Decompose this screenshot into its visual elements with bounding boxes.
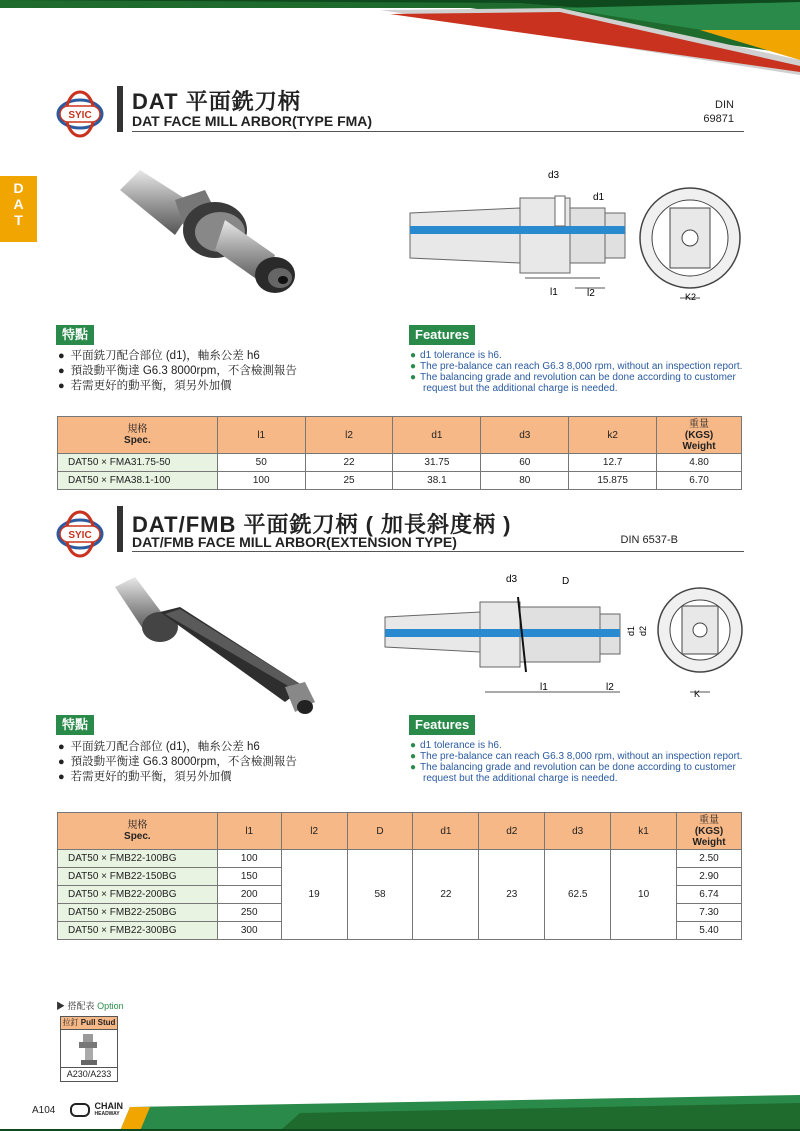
option-box-title: 拉釘 Pull Stud [61, 1017, 117, 1030]
table-row: DAT50 × FMB22-250BG 250 7.30 [58, 904, 742, 922]
din-number: 69871 [703, 113, 734, 125]
logo-text: SYIC [68, 110, 92, 121]
footer-brand [70, 1102, 123, 1118]
th-l2: l2 [305, 417, 393, 454]
side-tab-letter: T [14, 212, 23, 228]
feature-item: ● The balancing grade and revolution can be done according to customer request but the additional charge is needed. [410, 372, 750, 394]
section2-spec-table [57, 812, 742, 940]
feature-item: ● 平面銑刀配合部位 (d1)，軸糸公差 h6 [58, 349, 297, 364]
title-accent-bar [117, 506, 123, 552]
section2-features-cn [58, 740, 297, 785]
th-k2: k2 [569, 417, 657, 454]
section2-rule [132, 551, 744, 552]
option-arrow-icon: ▶ [56, 1001, 66, 1011]
title-accent-bar [117, 86, 123, 132]
dim-k: K [694, 689, 701, 699]
dim-l1: l1 [550, 287, 558, 298]
th-l1: l1 [217, 813, 281, 850]
option-box-caption: A230/A233 [61, 1067, 117, 1081]
feature-item: ● 若需更好的動平衡，須另外加價 [58, 379, 297, 394]
table-row: DAT50 × FMB22-150BG 150 2.90 [58, 868, 742, 886]
feature-item: ● 若需更好的動平衡，須另外加價 [58, 770, 297, 785]
product-photo-fma [105, 160, 315, 310]
syic-logo [54, 508, 106, 560]
dim-l2: l2 [606, 682, 614, 693]
option-label: ▶ 搭配表 Option [56, 1001, 124, 1011]
drawing-fmb [380, 572, 750, 702]
feature-item: ● The balancing grade and revolution can be done according to customer request but the additional charge is needed. [410, 762, 750, 784]
syic-logo [54, 88, 106, 140]
section1-features-en [410, 350, 750, 394]
th-d2: d2 [479, 813, 545, 850]
section1-features-cn-title: 特點 [56, 325, 94, 345]
section1-features-en-title: Features [409, 325, 475, 345]
feature-item: ● 預設動平衡達 G6.3 8000rpm，不含檢測報告 [58, 755, 297, 770]
section2-features-cn-title: 特點 [56, 715, 94, 735]
table-row: DAT50 × FMB22-200BG 200 6.74 [58, 886, 742, 904]
th-D: D [347, 813, 413, 850]
dim-d3: d3 [506, 574, 518, 585]
dim-d3: d3 [548, 170, 560, 181]
section2-title-cn: DAT/FMB 平面銑刀柄 ( 加長斜度柄 ) [132, 512, 512, 537]
section1-title-cn: DAT 平面銑刀柄 [132, 89, 301, 114]
dim-d1: d1 [593, 192, 605, 203]
brand-logo-icon [70, 1103, 90, 1117]
section2-din: DIN 6537-B [620, 534, 678, 546]
dim-k2: K2 [685, 292, 697, 302]
th-d1: d1 [393, 417, 481, 454]
section1-spec-table [57, 416, 742, 490]
section2-features-en-title: Features [409, 715, 475, 735]
side-tab-letter: D [13, 180, 24, 196]
feature-item: ● 平面銑刀配合部位 (d1)，軸糸公差 h6 [58, 740, 297, 755]
th-weight: 重量 (KGS) Weight [677, 813, 742, 850]
th-k1: k1 [611, 813, 677, 850]
table-row: DAT50 × FMB22-300BG 300 5.40 [58, 922, 742, 940]
feature-item: ● d1 tolerance is h6. [410, 740, 750, 751]
option-pull-stud[interactable] [60, 1016, 118, 1082]
table-row: DAT50 × FMB22-100BG 100 19 58 22 23 62.5 10 2.50 [58, 850, 742, 868]
table-row: DAT50 × FMA38.1-100 100 25 38.1 80 15.875 6.70 [58, 472, 742, 490]
drawing-fma [405, 168, 750, 308]
side-tab-letter: A [13, 196, 24, 212]
page-number: A104 [32, 1105, 56, 1116]
th-l2: l2 [281, 813, 347, 850]
pull-stud-icon [61, 1030, 117, 1068]
feature-item: ● The pre-balance can reach G6.3 8,000 rpm, without an inspection report. [410, 361, 750, 372]
th-d3: d3 [481, 417, 569, 454]
feature-item: ● The pre-balance can reach G6.3 8,000 rpm, without an inspection report. [410, 751, 750, 762]
table-row: DAT50 × FMA31.75-50 50 22 31.75 60 12.7 4.80 [58, 454, 742, 472]
side-tab-dat [0, 176, 37, 242]
dim-D: D [562, 576, 570, 587]
din-label: DIN [715, 99, 734, 111]
top-banner [0, 0, 800, 75]
section1-rule [132, 131, 744, 132]
dim-l1: l1 [540, 682, 548, 693]
th-d3: d3 [545, 813, 611, 850]
section1-din [690, 98, 734, 126]
section1-features-cn [58, 349, 297, 394]
dim-d2: d2 [638, 625, 648, 636]
feature-item: ● d1 tolerance is h6. [410, 350, 750, 361]
brand-sub: HEADWAY [94, 1111, 120, 1117]
dim-l2: l2 [587, 288, 595, 299]
logo-text: SYIC [68, 530, 92, 541]
th-spec: 規格 Spec. [58, 417, 218, 454]
th-spec: 規格 Spec. [58, 813, 218, 850]
feature-item: ● 預設動平衡達 G6.3 8000rpm，不含檢測報告 [58, 364, 297, 379]
product-photo-fmb [105, 572, 320, 722]
th-l1: l1 [217, 417, 305, 454]
dim-d1: d1 [626, 625, 636, 636]
section2-features-en [410, 740, 750, 784]
brand-name: CHAIN [94, 1101, 124, 1111]
section2-title-en: DAT/FMB FACE MILL ARBOR(EXTENSION TYPE) [132, 534, 457, 550]
th-d1: d1 [413, 813, 479, 850]
th-weight: 重量 (KGS) Weight [657, 417, 742, 454]
section1-title-en: DAT FACE MILL ARBOR(TYPE FMA) [132, 113, 373, 129]
